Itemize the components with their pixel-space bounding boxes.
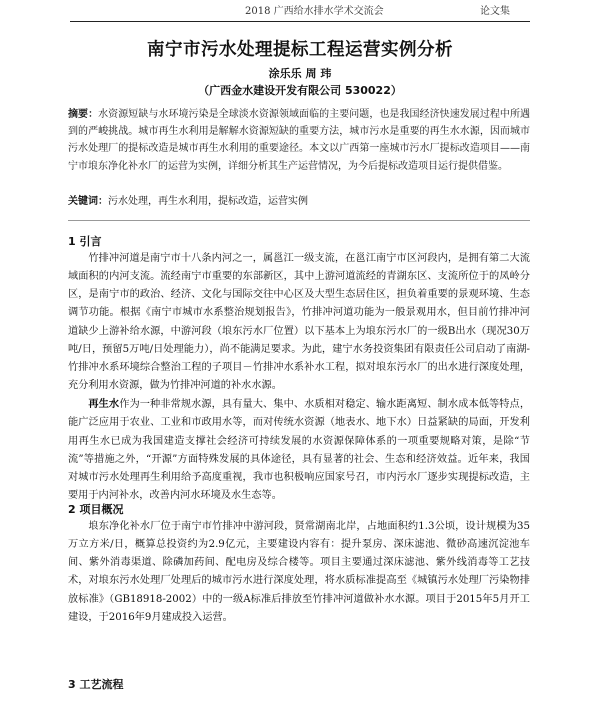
paragraph-text: 竹排冲河道是南宁市十八条内河之一，属邕江一级支流，在邕江南宁市区河段内，是拥有第二大流域面积的内河支流。流经南宁市重要的东部新区，其中上游河道流经的青湖东区、支流所位于的凤岭分区，是南宁市的政治、经济、文化与国际交往中心区及大型生态居住区，担负着重要的景观环境、生态调节功能。根据《南宁市城市水系整治规划报告》，竹排冲河道功能为一般景观用水，但目前竹排冲河道缺少上游补给水源，中游河段（埌东污水厂位置）以下基本上为埌东污水厂的一级B出水（现况30万吨/日，预留5万吨/日处理能力），尚不能满足要求。为此，建宁水务投资集团有限责任公司启动了南湖-竹排冲水系环境综合整治工程的子项目－竹排冲水系补水工程，拟对埌东污水厂的出水进行深度处理，充分利用水资源，做为竹排冲河道的补水水源。 xyxy=(68,253,530,392)
paragraph xyxy=(68,395,530,505)
paragraph xyxy=(68,250,530,395)
paper-title: 南宁市污水处理提标工程运营实例分析 xyxy=(147,40,453,60)
abstract-label: 摘要： xyxy=(68,109,99,120)
running-head-right: 论文集 xyxy=(480,6,510,17)
section-heading-overview: 2 项目概况 xyxy=(68,503,124,516)
section-body-overview xyxy=(68,518,530,627)
section-heading-intro: 1 引言 xyxy=(68,235,102,248)
section-heading-process: 3 工艺流程 xyxy=(68,678,124,691)
paper-affiliation: （广西金水建设开发有限公司 530022） xyxy=(198,84,402,97)
running-head-left: 2018 广西给水排水学术交流会 xyxy=(245,6,384,17)
keywords-text: 污水处理，再生水利用，提标改造，运营实例 xyxy=(108,196,308,207)
running-head xyxy=(70,5,530,22)
paragraph-lead: 再生水 xyxy=(88,398,120,411)
keywords xyxy=(68,194,530,210)
abstract xyxy=(68,106,530,175)
keywords-label: 关键词： xyxy=(68,196,108,207)
paragraph-text: 作为一种非常规水源，具有量大、集中、水质相对稳定、输水距离短、制水成本低等特点，能广泛应用于农业、工业和市政用水等，而对传统水资源（地表水、地下水）日益紧缺的局面，开发利用再生水已成为我国建造支撑社会经济可持续发展的水资源保障体系的一项重要规略对策，是除“节流”等措施之外，“开源”方面特殊发展的具体途径，具有显著的社会、生态和经济效益。近年来，我国对城市污水处理再生利用给予高度重视，我市也积极响应国家号召，市内污水厂逐步实现提标改造，主要用于内河补水，改善内河水环境及水生态等。 xyxy=(68,399,531,502)
divider xyxy=(68,220,530,221)
section-body-intro xyxy=(68,250,530,505)
abstract-text: 水资源短缺与水环境污染是全球淡水资源领域面临的主要问题，也是我国经济快速发展过程中所遇到的严峻挑战。城市再生水利用是解解水资源短缺的重要方法，城市污水是重要的再生水水源，因而城市污水处理厂的提标改造是城市再生水利用的重要途径。本文以广西第一座城市污水厂提标改造项目——南宁市埌东净化补水厂的运营为实例，详细分析其生产运营情况，为今后提标改造项目运行提供借鉴。 xyxy=(68,109,531,172)
paper-authors: 涂乐乐 周 玮 xyxy=(268,67,332,80)
paragraph xyxy=(68,518,530,627)
paragraph-text: 埌东净化补水厂位于南宁市竹排冲中游河段，贤常湖南北岸，占地面积约1.3公顷，设计规模为35万立方米/日，概算总投资约为2.9亿元，主要建设内容有：提升泵房、深床滤池、微砂高速沉淀池车间、紫外消毒渠道、除磷加药间、配电房及综合楼等。项目主要通过深床滤池、紫外线消毒等工艺技术，对埌东污水处理厂处理后的城市污水进行深度处理，将水质标准提高至《城镇污水处理厂污染物排放标准》（GB18918-2002）中的一级A标准后排放至竹排冲河道做补水水源。项目于2015年5月开工建设，于2016年9月建成投入运营。 xyxy=(68,521,530,623)
